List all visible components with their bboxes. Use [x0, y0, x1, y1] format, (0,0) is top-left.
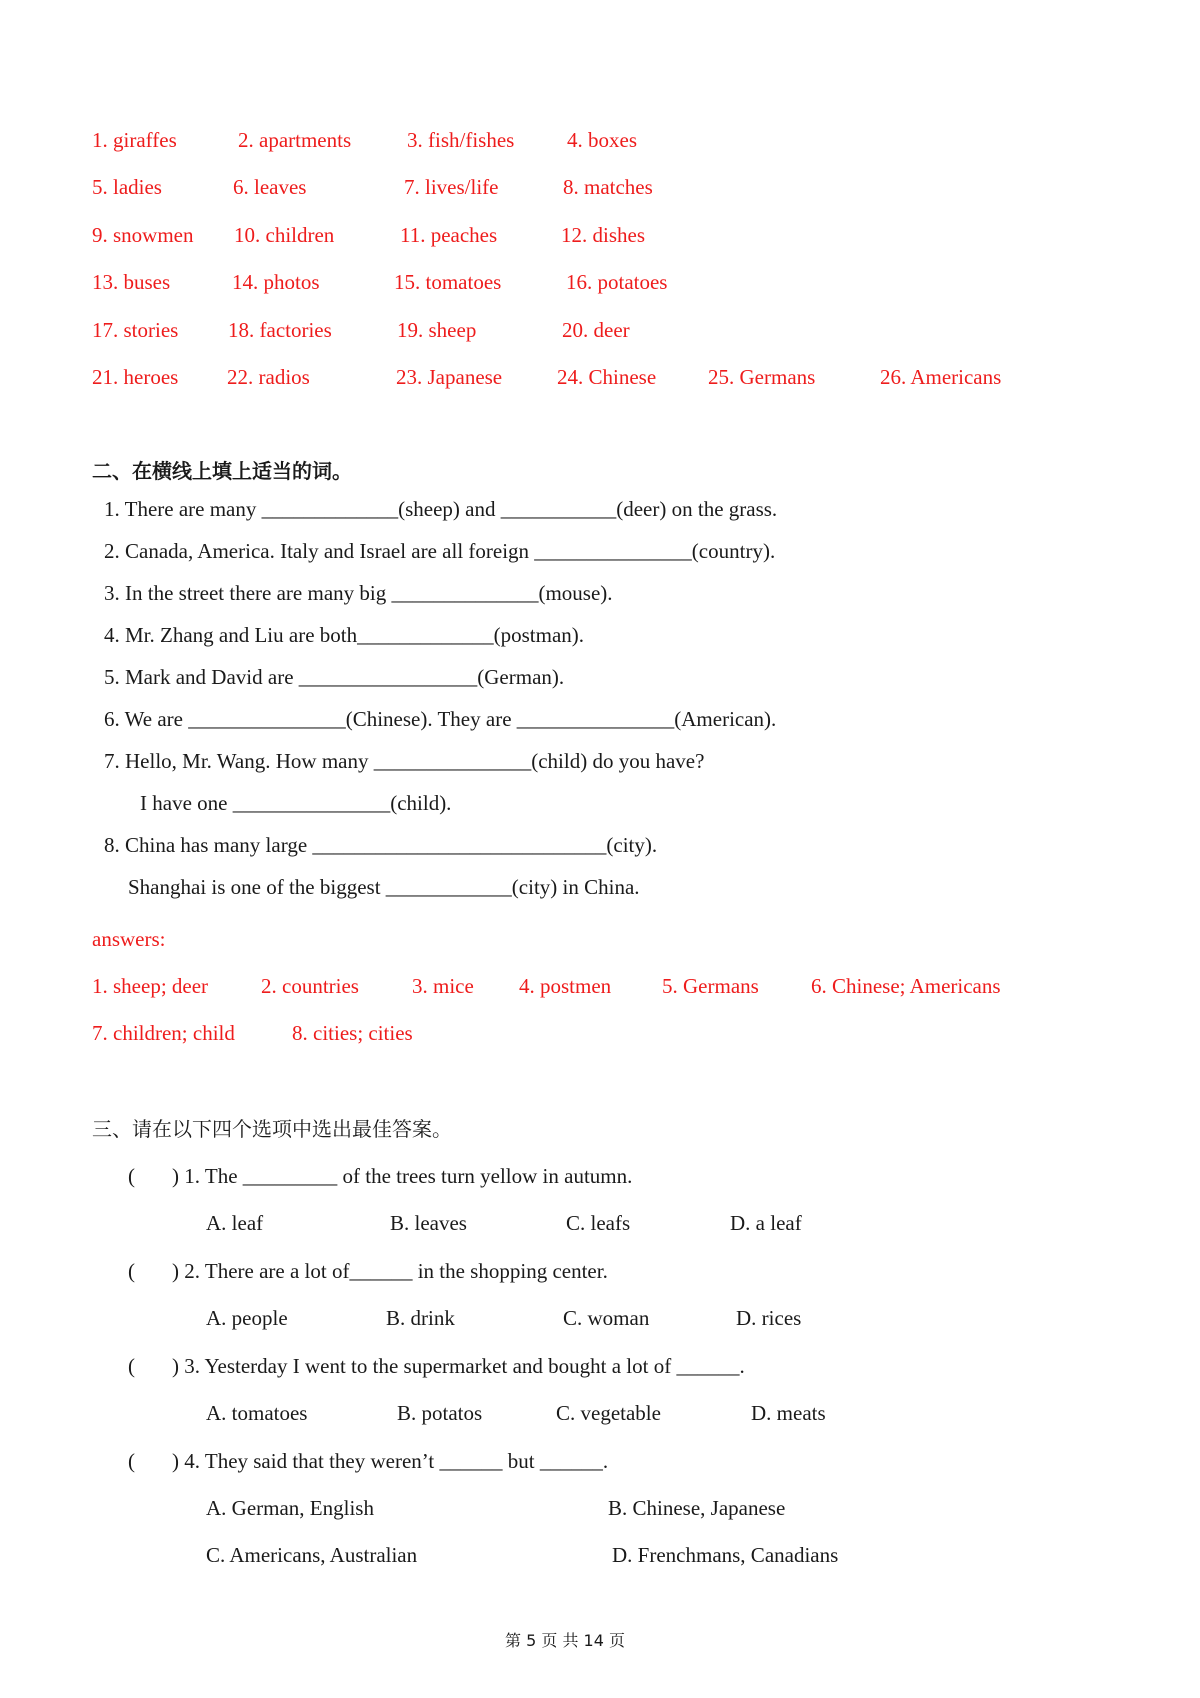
answer-item: 3. mice	[412, 974, 474, 998]
option-a: A. tomatoes	[206, 1401, 308, 1425]
answer-item: 20. deer	[562, 318, 630, 342]
answer-bracket: (	[128, 1259, 135, 1283]
answer-item: 1. giraffes	[92, 128, 177, 152]
answer-item: 12. dishes	[561, 223, 645, 247]
answer-item: 5. Germans	[662, 974, 759, 998]
answer-bracket: (	[128, 1354, 135, 1378]
question-line: 7. Hello, Mr. Wang. How many _______________(child) do you have?	[104, 749, 705, 773]
answer-item: 7. children; child	[92, 1021, 235, 1045]
answer-item: 4. postmen	[519, 974, 612, 998]
question-stem: ) 2. There are a lot of______ in the shopping center.	[172, 1259, 608, 1283]
answer-item: 21. heroes	[92, 365, 179, 389]
option-b: B. leaves	[390, 1211, 467, 1235]
question-line: 2. Canada, America. Italy and Israel are all foreign _______________(country).	[104, 539, 776, 563]
answer-item: 10. children	[234, 223, 335, 247]
answer-item: 16. potatoes	[566, 270, 668, 294]
option-b: B. Chinese, Japanese	[608, 1496, 786, 1520]
option-c: C. woman	[563, 1306, 650, 1330]
answer-item: 18. factories	[228, 318, 332, 342]
option-b: B. drink	[386, 1306, 455, 1330]
question-stem: ) 1. The _________ of the trees turn yellow in autumn.	[172, 1164, 633, 1188]
option-a: A. people	[206, 1306, 288, 1330]
option-a: A. German, English	[206, 1496, 374, 1520]
answer-item: 2. countries	[261, 974, 359, 998]
answer-item: 7. lives/life	[404, 175, 499, 199]
option-b: B. potatos	[397, 1401, 483, 1425]
answer-item: 3. fish/fishes	[407, 128, 515, 152]
section2-heading: 二、在横线上填上适当的词。	[92, 459, 352, 483]
answer-item: 23. Japanese	[396, 365, 503, 389]
answer-item: 17. stories	[92, 318, 179, 342]
answer-item: 6. leaves	[233, 175, 307, 199]
option-c: C. leafs	[566, 1211, 631, 1235]
answer-item: 26. Americans	[880, 365, 1002, 389]
answer-item: 13. buses	[92, 270, 171, 294]
question-line: 5. Mark and David are _________________(German).	[104, 665, 565, 689]
answer-item: 14. photos	[232, 270, 320, 294]
answer-item: 15. tomatoes	[394, 270, 502, 294]
option-d: D. Frenchmans, Canadians	[612, 1543, 839, 1567]
answers-label: answers:	[92, 927, 166, 951]
question-line: 6. We are _______________(Chinese). They are _______________(American).	[104, 707, 777, 731]
answer-item: 4. boxes	[567, 128, 637, 152]
answer-item: 2. apartments	[238, 128, 352, 152]
question-line: 4. Mr. Zhang and Liu are both_____________(postman).	[104, 623, 585, 647]
question-line: 8. China has many large ____________________________(city).	[104, 833, 658, 857]
answer-item: 9. snowmen	[92, 223, 194, 247]
answer-item: 1. sheep; deer	[92, 974, 209, 998]
question-line: Shanghai is one of the biggest ____________(city) in China.	[128, 875, 640, 899]
answer-item: 8. matches	[563, 175, 653, 199]
option-c: C. Americans, Australian	[206, 1543, 418, 1567]
question-stem: ) 3. Yesterday I went to the supermarket and bought a lot of ______.	[172, 1354, 745, 1378]
answer-item: 19. sheep	[397, 318, 477, 342]
answer-item: 8. cities; cities	[292, 1021, 413, 1045]
answer-item: 22. radios	[227, 365, 310, 389]
answer-item: 24. Chinese	[557, 365, 657, 389]
question-line: 3. In the street there are many big ______________(mouse).	[104, 581, 613, 605]
option-a: A. leaf	[206, 1211, 264, 1235]
page-number: 第 5 页 共 14 页	[505, 1631, 625, 1650]
question-line: I have one _______________(child).	[140, 791, 452, 815]
answer-item: 25. Germans	[708, 365, 816, 389]
answer-bracket: (	[128, 1164, 135, 1188]
answer-item: 6. Chinese; Americans	[811, 974, 1001, 998]
question-line: 1. There are many _____________(sheep) and ___________(deer) on the grass.	[104, 497, 778, 521]
answer-item: 11. peaches	[400, 223, 498, 247]
option-d: D. a leaf	[730, 1211, 802, 1235]
option-c: C. vegetable	[556, 1401, 661, 1425]
answer-item: 5. ladies	[92, 175, 162, 199]
option-d: D. rices	[736, 1306, 802, 1330]
option-d: D. meats	[751, 1401, 826, 1425]
answer-bracket: (	[128, 1449, 135, 1473]
question-stem: ) 4. They said that they weren’t ______ but ______.	[172, 1449, 609, 1473]
section3-heading: 三、请在以下四个选项中选出最佳答案。	[92, 1117, 452, 1141]
